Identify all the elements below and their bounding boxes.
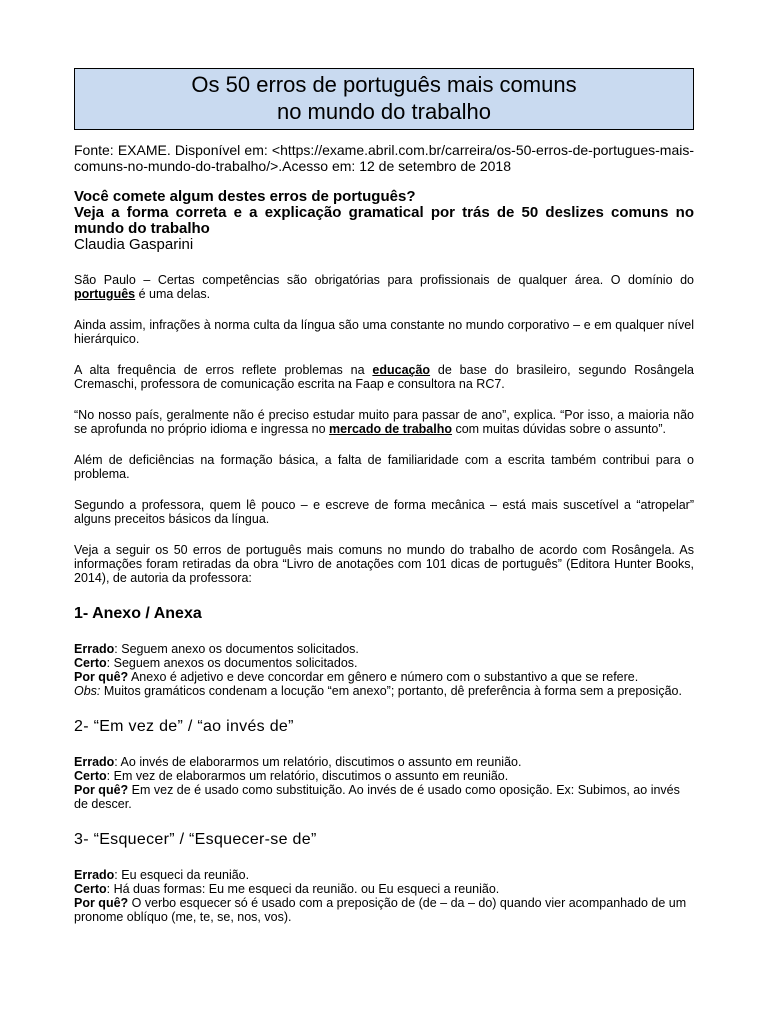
section-heading-3: 3- “Esquecer” / “Esquecer-se de” [74, 831, 317, 848]
porque-text: Em vez de é usado como substituição. Ao invés de é usado como oposição. Ex: Subimos, ao invés de descer. [74, 783, 680, 811]
paragraph-1 [74, 273, 694, 301]
certo-line [74, 656, 694, 670]
porque-line [74, 783, 694, 811]
errado-text: : Seguem anexo os documentos solicitados. [114, 642, 359, 656]
porque-line [74, 670, 694, 684]
intro-subtitle: Veja a forma correta e a explicação gramatical por trás de 50 deslizes comuns no mundo do trabalho [74, 204, 694, 237]
porque-line [74, 896, 694, 924]
author-name: Claudia Gasparini [74, 236, 194, 253]
porque-label: Por quê? [74, 783, 129, 797]
certo-label: Certo [74, 769, 107, 783]
paragraph-5: Além de deficiências na formação básica, a falta de familiaridade com a escrita também contribui para o problema. [74, 453, 694, 481]
section-3-entries [74, 868, 694, 924]
paragraph-6: Segundo a professora, quem lê pouco – e escreve de forma mecânica – está mais suscetível a “atropelar” alguns preceitos básicos da língua. [74, 498, 694, 526]
errado-label: Errado [74, 868, 115, 882]
intro-question: Você comete algum destes erros de português? [74, 188, 416, 205]
errado-line [74, 642, 694, 656]
certo-text: : Há duas formas: Eu me esqueci da reunião. ou Eu esqueci a reunião. [106, 882, 500, 896]
paragraph-1-text-b: é uma delas. [135, 287, 211, 301]
paragraph-3 [74, 363, 694, 391]
section-1-entries [74, 642, 694, 698]
paragraph-4-text-b: com muitas dúvidas sobre o assunto”. [451, 422, 666, 436]
section-heading-2: 2- “Em vez de” / “ao invés de” [74, 718, 294, 735]
porque-text: Anexo é adjetivo e deve concordar em gênero e número com o substantivo a que se refere. [128, 670, 639, 684]
title-box [74, 68, 694, 130]
certo-label: Certo [74, 656, 107, 670]
source-citation: Fonte: EXAME. Disponível em: <https://exame.abril.com.br/carreira/os-50-erros-de-portugues-mais-comuns-no-mundo-do-trabalho/>.Acesso em: 12 de setembro de 2018 [74, 142, 694, 174]
errado-line [74, 755, 694, 769]
obs-text: Muitos gramáticos condenam a locução “em anexo”; portanto, dê preferência à forma sem a preposição. [100, 684, 682, 698]
paragraph-1-text-a: São Paulo – Certas competências são obrigatórias para profissionais de qualquer área. O domínio do [74, 273, 694, 287]
section-heading-1: 1- Anexo / Anexa [74, 605, 202, 622]
section-2-entries [74, 755, 694, 811]
errado-label: Errado [74, 642, 115, 656]
errado-line [74, 868, 694, 882]
certo-label: Certo [74, 882, 107, 896]
porque-label: Por quê? [74, 670, 129, 684]
obs-label: Obs: [74, 684, 101, 698]
title-line-2: no mundo do trabalho [276, 99, 492, 124]
link-mercado-de-trabalho[interactable]: mercado de trabalho [329, 422, 452, 436]
errado-label: Errado [74, 755, 115, 769]
obs-line [74, 684, 694, 698]
certo-text: : Seguem anexos os documentos solicitados. [106, 656, 358, 670]
document-page [74, 68, 694, 924]
article-intro [74, 189, 694, 253]
paragraph-7: Veja a seguir os 50 erros de português mais comuns no mundo do trabalho de acordo com Rosângela. As informações foram retiradas da obra “Livro de anotações com 101 dicas de português” (Editora Hunter Books, 2014), de autoria da professora: [74, 543, 694, 585]
errado-text: : Ao invés de elaborarmos um relatório, discutimos o assunto em reunião. [114, 755, 522, 769]
title-line-1: Os 50 erros de português mais comuns [191, 72, 577, 97]
porque-text: O verbo esquecer só é usado com a preposição de (de – da – do) quando vier acompanhado de um pronome oblíquo (me, te, se, nos, vos). [74, 896, 687, 924]
certo-text: : Em vez de elaborarmos um relatório, discutimos o assunto em reunião. [106, 769, 509, 783]
paragraph-4 [74, 408, 694, 436]
certo-line [74, 882, 694, 896]
link-portugues[interactable]: português [74, 287, 136, 301]
link-educacao[interactable]: educação [372, 363, 431, 377]
paragraph-3-text-b: de base do brasileiro, segundo Rosângela Cremaschi, professora de comunicação escrita na Faap e consultora na RC7. [74, 363, 694, 391]
paragraph-4-text-a: “No nosso país, geralmente não é preciso estudar muito para passar de ano”, explica. “Por isso, a maioria não se aprofunda no próprio idioma e ingressa no [74, 408, 694, 436]
porque-label: Por quê? [74, 896, 129, 910]
paragraph-3-text-a: A alta frequência de erros reflete problemas na [74, 363, 373, 377]
errado-text: : Eu esqueci da reunião. [114, 868, 250, 882]
paragraph-2: Ainda assim, infrações à norma culta da língua são uma constante no mundo corporativo – e em qualquer nível hierárquico. [74, 318, 694, 346]
certo-line [74, 769, 694, 783]
